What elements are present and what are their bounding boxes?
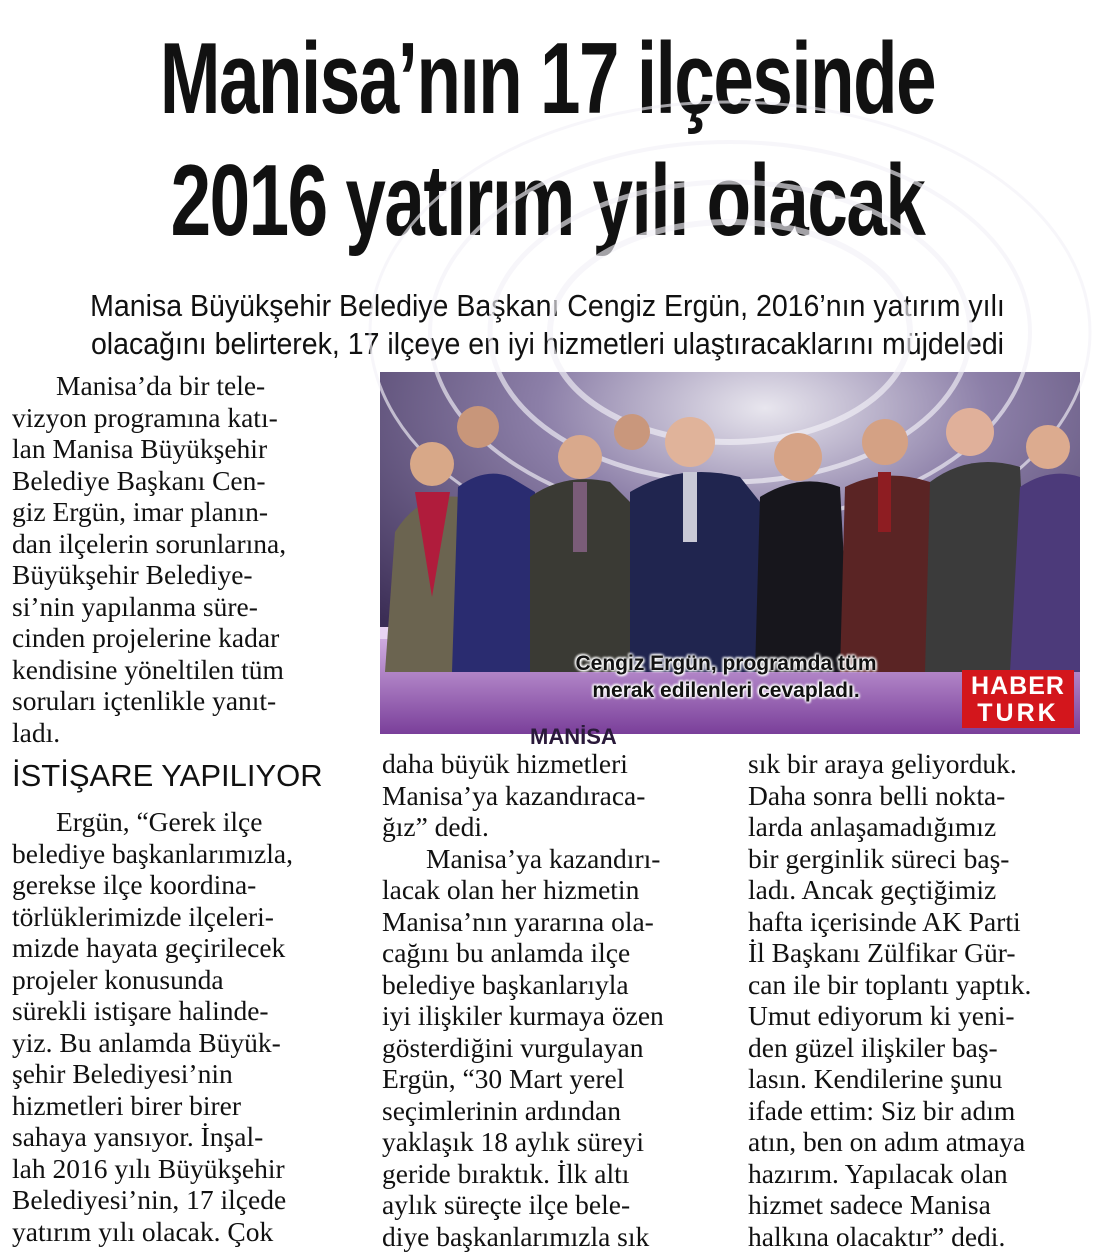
body-column-3 — [748, 748, 1088, 1252]
body-column-1-intro — [12, 370, 352, 748]
logo-text-bottom: TURK — [977, 699, 1059, 727]
body-text-line: Ergün, “Gerek ilçe — [56, 806, 263, 837]
body-text-line: diye başkanlarımızla sık — [382, 1220, 650, 1252]
logo-text-top: HABER — [971, 672, 1065, 700]
body-text-line: Daha sonra belli nokta- — [748, 779, 1006, 811]
body-text-line: soruları içtenlikle yanıt- — [12, 685, 277, 716]
body-text-line: ladı. — [12, 716, 61, 748]
body-text-line: Manisa’ya kazandıraca- — [382, 779, 646, 811]
body-text-line: belediye başkanlarımızla, — [12, 837, 293, 869]
body-text-line: larda anlaşamadığımız — [748, 811, 997, 842]
body-column-2 — [382, 748, 722, 1252]
body-text-line: dan ilçelerin sorunlarına, — [12, 527, 287, 559]
photo-caption — [532, 650, 920, 704]
body-text-line: şehir Belediyesi’nin — [12, 1058, 233, 1089]
body-text-line: kendisine yöneltilen tüm — [12, 653, 284, 685]
section-subheading: İSTİŞARE YAPILIYOR — [12, 758, 323, 793]
body-text-line: hazırım. Yapılacak olan — [748, 1157, 1008, 1189]
body-text-line: hafta içerisinde AK Parti — [748, 905, 1021, 937]
body-text-line: sahaya yansıyor. İnşal- — [12, 1121, 264, 1152]
body-text-line: lah 2016 yılı Büyükşehir — [12, 1152, 285, 1184]
studio-set-text: MANİSA — [530, 724, 617, 749]
body-text-line: geride bıraktık. İlk altı — [382, 1157, 630, 1189]
body-text-line: Manisa’nın yararına ola- — [382, 905, 654, 937]
body-text-line: Büyükşehir Belediye- — [12, 559, 253, 590]
body-text-line: aylık süreçte ilçe bele- — [382, 1189, 631, 1220]
body-text-line: Belediyesi’nin, 17 ilçede — [12, 1184, 287, 1215]
body-text-line: yiz. Bu anlamda Büyük- — [12, 1026, 281, 1058]
body-text-line: can ile bir toplantı yaptık. — [748, 968, 1032, 1000]
body-text-line: Manisa’ya kazandırı- — [426, 842, 661, 874]
body-text-line: bir gerginlik süreci baş- — [748, 842, 1010, 874]
body-text-line: iyi ilişkiler kurmaya özen — [382, 1000, 664, 1031]
body-text-line: Ergün, “30 Mart yerel — [382, 1063, 625, 1094]
headline-line-1: Manisa’nın 17 ilçesinde — [159, 23, 936, 135]
body-text-line: Umut ediyorum ki yeni- — [748, 1000, 1015, 1031]
body-text-line: giz Ergün, imar planın- — [12, 496, 269, 527]
body-text-line: lasın. Kendilerine şunu — [748, 1063, 1003, 1094]
body-text-line: lan Manisa Büyükşehir — [12, 433, 268, 464]
body-text-line: cağını bu anlamda ilçe — [382, 937, 631, 968]
body-text-line: belediye başkanlarıyla — [382, 968, 629, 1000]
body-text-line: vizyon programına katı- — [12, 401, 278, 433]
headline-line-2: 2016 yatırım yılı olacak — [170, 145, 925, 257]
body-text-line: törlüklerimizde ilçeleri- — [12, 900, 274, 932]
body-text-line: ğız” dedi. — [382, 811, 489, 842]
body-text-line: lacak olan her hizmetin — [382, 874, 640, 905]
body-text-line: projeler konusunda — [12, 963, 224, 995]
body-text-line: sürekli istişare halinde- — [12, 995, 269, 1026]
body-text-line: Belediye Başkanı Cen- — [12, 464, 266, 496]
body-text-line: seçimlerinin ardından — [382, 1094, 622, 1126]
caption-line-1: Cengiz Ergün, programda tüm — [575, 652, 877, 675]
body-text-line: sık bir araya geliyorduk. — [748, 748, 1017, 779]
body-text-line: mizde hayata geçirilecek — [12, 932, 286, 963]
body-text-line: daha büyük hizmetleri — [382, 748, 628, 779]
body-text-line: ladı. Ancak geçtiğimiz — [748, 874, 997, 905]
body-text-line: den güzel ilişkiler baş- — [748, 1031, 998, 1063]
body-text-line: ifade ettim: Siz bir adım — [748, 1094, 1016, 1126]
body-text-line: İl Başkanı Zülfikar Gür- — [748, 937, 1016, 968]
body-text-line: hizmetleri birer birer — [12, 1089, 242, 1121]
body-text-line: yatırım yılı olacak. Çok — [12, 1215, 274, 1247]
body-column-1-continued — [12, 806, 352, 1247]
body-text-line: gerekse ilçe koordina- — [12, 869, 257, 900]
body-text-line: yaklaşık 18 aylık süreyi — [382, 1126, 644, 1157]
body-text-line: gösterdiğini vurgulayan — [382, 1031, 644, 1063]
body-text-line: atın, ben on adım atmaya — [748, 1126, 1026, 1157]
body-text-line: si’nin yapılanma süre- — [12, 590, 258, 622]
body-text-line: Manisa’da bir tele- — [56, 370, 266, 401]
body-text-line: halkına olacaktır” dedi. — [748, 1220, 1006, 1252]
deck-line-2: olacağını belirterek, 17 ilçeye en iyi hizmetleri ulaştıracaklarını müjdeledi — [90, 326, 1005, 361]
deck-line-1: Manisa Büyükşehir Belediye Başkanı Cengiz Ergün, 2016’nın yatırım yılı — [90, 288, 1005, 323]
body-text-line: cinden projelerine kadar — [12, 622, 280, 653]
body-text-line: hizmet sadece Manisa — [748, 1189, 991, 1220]
caption-line-2: merak edilenleri cevapladı. — [592, 679, 860, 702]
haberturk-logo — [962, 670, 1074, 728]
